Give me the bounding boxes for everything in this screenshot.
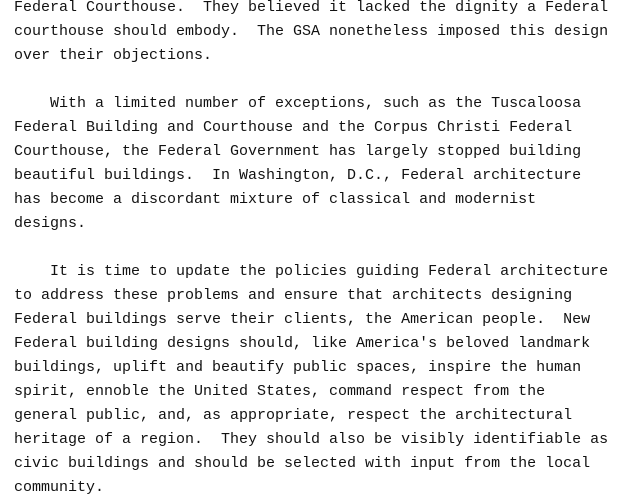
text-line: courthouse should embody. The GSA nonetheless imposed this design bbox=[14, 23, 609, 40]
text-line: over their objections. bbox=[14, 47, 213, 64]
text-line: has become a discordant mixture of classical and modernist bbox=[14, 191, 537, 208]
text-line: general public, and, as appropriate, respect the architectural bbox=[14, 407, 573, 424]
text-line: It is time to update the policies guiding Federal architecture bbox=[14, 263, 609, 280]
paragraph-1 bbox=[14, 0, 626, 68]
text-line: Federal Courthouse. They believed it lacked the dignity a Federal bbox=[14, 0, 609, 16]
paragraph-spacer bbox=[14, 68, 626, 92]
text-line: Courthouse, the Federal Government has largely stopped building bbox=[14, 143, 582, 160]
text-line: buildings, uplift and beautify public spaces, inspire the human bbox=[14, 359, 582, 376]
document-body bbox=[14, 0, 626, 500]
text-line: With a limited number of exceptions, such as the Tuscaloosa bbox=[14, 95, 582, 112]
text-line: designs. bbox=[14, 215, 87, 232]
text-line: to address these problems and ensure that architects designing bbox=[14, 287, 573, 304]
text-line: Federal Building and Courthouse and the Corpus Christi Federal bbox=[14, 119, 573, 136]
text-line: community. bbox=[14, 479, 105, 496]
text-line: civic buildings and should be selected with input from the local bbox=[14, 455, 591, 472]
paragraph-spacer bbox=[14, 236, 626, 260]
text-line: Federal buildings serve their clients, the American people. New bbox=[14, 311, 591, 328]
text-line: spirit, ennoble the United States, command respect from the bbox=[14, 383, 546, 400]
text-line: beautiful buildings. In Washington, D.C., Federal architecture bbox=[14, 167, 582, 184]
paragraph-2 bbox=[14, 92, 626, 236]
paragraph-3 bbox=[14, 260, 626, 500]
text-line: heritage of a region. They should also be visibly identifiable as bbox=[14, 431, 609, 448]
text-line: Federal building designs should, like America's beloved landmark bbox=[14, 335, 591, 352]
